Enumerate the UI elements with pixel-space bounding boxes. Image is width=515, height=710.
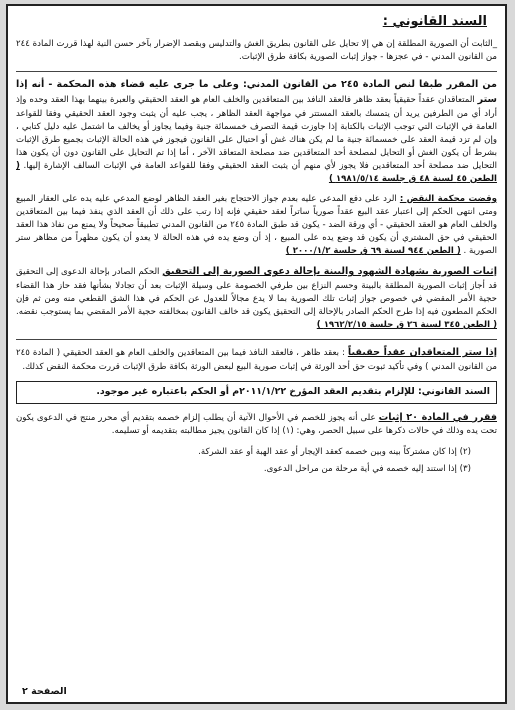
section-heading-hidden-contract: إذا ستر المتعاقدان عقداً حقيقياً	[347, 347, 498, 359]
section-heading-cassation: وقضت محكمة النقض :	[399, 193, 497, 204]
citation-appeal-944: ( الطعن ٩٤٤ لسنة ٦٩ ق جلسة ٢٠٠٠/١/٢ )	[285, 246, 461, 257]
section-heading-witness-proof: إثبات الصورية بشهادة الشهود والبينة بإحالة دعوى الصورية إلى التحقيق	[162, 266, 497, 278]
cassation-body: الرد على دفع المدعى عليه بعدم جواز الاحتجاج بغير العقد الظاهر لوضع المدعي عليه يده على العقار المبيع ومتى انتهى الحكم إلى اعتبار عقد البيع عقداً صورياً ساتراً لعقد حقيقي فإنه إذا رتب على ذلك أن العقد الذي ينفذ فيما بين المتعاقدين والخلف العام هو العقد الحقيقي - أي ورقة الضد - يكون قد طبق المادة ٢٤٥ من القانون المدني تطبيقاً صحيحاً ولا يمنع من نفاذ هذا العقد الحقيقي في حق المشتري أن يكون قد وضع يده على المبيع ، إذ أن وضع يده في هذه الحالة لا يعدو أن يكون مظهراً من مظاهر ستر الصورية .	[16, 193, 497, 257]
citation-appeal-45: ( الطعن ٤٥ لسنة ٤٨ ق جلسة ١٩٨١/٥/١٤ )	[16, 160, 497, 184]
page-number: الصفحة ٢	[22, 685, 67, 697]
legal-basis-box	[16, 381, 497, 403]
legal-basis-obligation: السند القانوني: للإلزام بتقديم العقد المؤرخ ٢٠١١/١/٢٢م أو الحكم باعتباره غير موجود.	[96, 386, 490, 398]
page-title: السند القانوني :	[382, 14, 487, 29]
hidden-contract-body: : بعقد ظاهر ، فالعقد النافذ فيما بين المتعاقدين والخلف العام هو العقد الحقيقي ( المادة ٢٤٥ من القانون المدني ) وفي تأكيد ثبوت حق أحد الورثة في إثبات صورية البيع لبعض الورثة بكافة طرق الإثبات قررت محكمة النقض كذلك.	[16, 348, 497, 373]
paragraph-article-245	[16, 78, 497, 186]
divider	[16, 339, 497, 340]
article-20-body: على أنه يجوز للخصم في الأحوال الآتية أن يطلب إلزام خصمه بتقديم أي محرر منتج في الدعوى يكون تحت يده وذلك في حالات ذكرها على سبيل الحصر، وهي: (١) إذا كان القانون يجيز مطالبته بتقديمه أو تسليمه.	[16, 412, 497, 437]
section-heading-article-20: فقرر في المادة ٢٠ إثبات	[378, 411, 498, 423]
article-245-body: المتعاقدان عقداً حقيقياً بعقد ظاهر فالعقد النافذ بين المتعاقدين والخلف العام هو العقد الحقيقي والعبرة بينهما بهذا العقد وحده وإذ أراد أي من الطرفين يريد أن يتمسك بالعقد المستتر في مواجهة العقد الظاهر ، يجب عليه أن يثبت وجود العقد الحقيقي وفقا للقواعد العامة في الإثبات التي توجب الإثبات بالكتابة إذا جاوزت قيمة التصرف خمسمائة جنية وفيما يجاوز أو يخالف ما اشتمل عليه دليل كتابي ، وإن لم تزد قيمة العقد على خمسمائة جنية ما لم يكن هناك غش أو احتيال على القانون فيجوز في هذه الحالة الإثبات بجميع طرق الإثبات بشرط أن يكون الغش أو التحايل لمصلحة أحد المتعاقدين ضد مصلحة المتعاقد الآخر ، أما إذا تم التحايل على القانون دون أن يكون هذا التحايل ضد مصلحة أحد المتعاقدين فلا يجوز لأي منهم أن يثبت العقد الحقيقي وفقا للقواعد العامة في الإثبات السالف الإشارة إليها.	[16, 94, 498, 171]
paragraph-cassation-ruling	[16, 193, 497, 258]
section-heading-article-245: من المقرر طبقا لنص المادة ٢٤٥ من القانون المدني: وعلى ما جرى عليه قضاء هذه المحكمة - أنه إذا ستر	[16, 78, 497, 105]
list-item: (٢) إذا كان مشتركاً بينه وبين خصمه كعقد الإيجار أو عقد الهبة أو عقد الشركة.	[198, 446, 471, 457]
paragraph-sham-contract: _الثابت أن الصورية المطلقة إن هي إلا تحايل على القانون بطريق الغش والتدليس وبقصد الإضرار بآخر حسن النية لهذا قررت المادة ٢٤٤ من القانون المدني - في عجزها - جواز إثبات الصورية بكافة طرق الإثبات.	[16, 38, 497, 62]
document-page	[6, 4, 507, 704]
citation-appeal-345: ( الطعن ٣٤٥ لسنة ٢٦ ق جلسة ١٩٦٢/٢/١٥ )	[316, 320, 497, 331]
paragraph-witness-proof	[16, 265, 497, 332]
witness-proof-body: الحكم الصادر بإحالة الدعوى إلى التحقيق قد أجاز إثبات الصورية المطلقة بالبينة وحسم النزاع بين طرفي الخصومة على وسيلة الإثبات بعد أن تجادلا بشأنها فقد حاز هذا القضاء حجية الأمر المقضي في خصوص جواز إثبات تلك الصورية بما لا يدع مجالاً للعدول عن الحكم في هذا الشق القطعي منه ومن ثم فإن الحكم المطعون فيه إذا طرح الحكم الصادر بالإحالة إلى التحقيق يكون قد خالف القانون بمخالفته حجية الأمر المقضي بما يستوجب نقضه.	[16, 267, 497, 318]
list-item: (٣) إذا استند إليه خصمه في أية مرحلة من مراحل الدعوى.	[263, 463, 471, 474]
paragraph-article-20	[16, 411, 497, 439]
divider	[16, 71, 497, 72]
paragraph-hidden-contract	[16, 346, 497, 374]
